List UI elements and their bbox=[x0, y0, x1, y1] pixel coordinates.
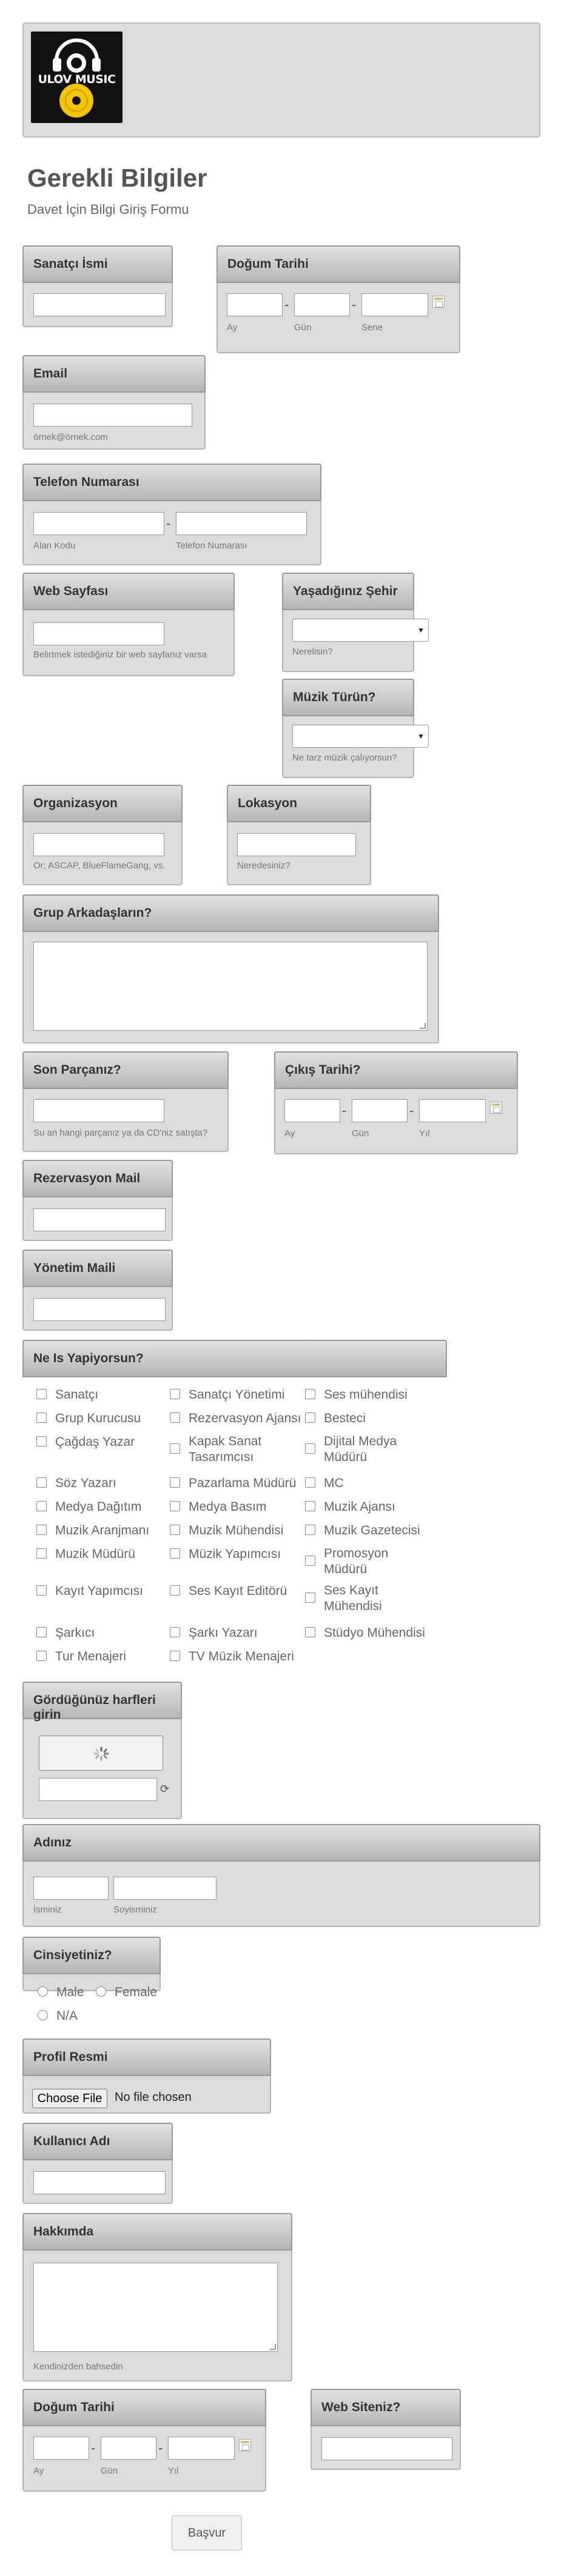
radio-button[interactable] bbox=[96, 1986, 106, 1997]
release-year-sub: Yıl bbox=[419, 1128, 430, 1139]
checkbox-label: Müzik Yapımcısı bbox=[189, 1547, 281, 1561]
artist-name-label: Sanatçı İsmi bbox=[22, 245, 173, 283]
checkbox[interactable] bbox=[170, 1477, 180, 1488]
birth-date-card bbox=[217, 245, 460, 353]
release-day-input[interactable] bbox=[352, 1099, 408, 1122]
checkbox-label: Muzik Mühendisi bbox=[189, 1523, 284, 1537]
page-title: Gerekli Bilgiler bbox=[27, 164, 207, 192]
phone-number-sub: Telefon Numarası bbox=[176, 541, 247, 551]
birth-date2-label: Doğum Tarihi bbox=[22, 2389, 266, 2426]
file-status: No file chosen bbox=[115, 2091, 192, 2104]
city-card bbox=[282, 573, 425, 672]
booking-mail-card bbox=[22, 1160, 173, 1241]
checkbox[interactable] bbox=[36, 1627, 47, 1637]
checkbox[interactable] bbox=[170, 1651, 180, 1661]
checkbox[interactable] bbox=[36, 1389, 47, 1399]
checkbox[interactable] bbox=[36, 1651, 47, 1661]
release-month-sub: Ay bbox=[284, 1128, 295, 1139]
date-separator: - bbox=[409, 1103, 414, 1118]
email-sub: örnek@örnek.com bbox=[33, 432, 108, 442]
checkbox[interactable] bbox=[170, 1585, 180, 1596]
profile-image-label: Profil Resmi bbox=[22, 2039, 271, 2076]
release-date-label: Çıkış Tarihi? bbox=[274, 1051, 518, 1089]
checkbox-label: Muzik Aranjmanı bbox=[55, 1523, 150, 1537]
about-card bbox=[22, 2213, 292, 2381]
captcha-image bbox=[39, 1736, 163, 1771]
birth-month-input[interactable] bbox=[227, 293, 283, 316]
chevron-down-icon: ▼ bbox=[417, 626, 425, 634]
profile-image-card bbox=[22, 2039, 271, 2114]
phone-card bbox=[22, 464, 321, 565]
radio-label: Male bbox=[56, 1985, 84, 1999]
captcha-input[interactable] bbox=[39, 1778, 157, 1801]
website-card bbox=[22, 573, 235, 676]
email-card bbox=[22, 355, 206, 450]
checkbox-label: Ses Kayıt Mühendisi bbox=[324, 1583, 382, 1613]
captcha-label: Gördüğünüz harfleri girin bbox=[22, 1682, 182, 1719]
first-name-input[interactable] bbox=[33, 1877, 109, 1900]
chevron-down-icon: ▼ bbox=[417, 732, 425, 741]
checkbox[interactable] bbox=[36, 1436, 47, 1446]
birth2-day-sub: Gün bbox=[101, 2466, 118, 2476]
location-card bbox=[227, 785, 371, 885]
city-select[interactable] bbox=[292, 619, 429, 642]
phone-label: Telefon Numarası bbox=[22, 464, 321, 501]
organization-label: Organizasyon bbox=[22, 785, 183, 822]
your-website-card bbox=[311, 2389, 461, 2470]
artist-name-card bbox=[22, 245, 173, 327]
checkbox-label: Kapak Sanat Tasarımcısı bbox=[189, 1434, 262, 1464]
choose-file-button[interactable]: Choose File bbox=[32, 2089, 107, 2108]
checkbox-label: Ses mühendisi bbox=[324, 1388, 408, 1402]
website-sub: Belirtmek istediğiniz bir web sayfanız varsa bbox=[33, 650, 207, 660]
checkbox-label: Sanatçı Yönetimi bbox=[189, 1388, 285, 1402]
checkbox-label: Çağdaş Yazar bbox=[55, 1435, 135, 1449]
username-label: Kullanıcı Adı bbox=[22, 2123, 173, 2160]
birth-day-input[interactable] bbox=[294, 293, 350, 316]
checkbox-label: Medya Basım bbox=[189, 1500, 267, 1514]
release-date-card bbox=[274, 1051, 518, 1154]
checkbox-label: Pazarlama Müdürü bbox=[189, 1476, 297, 1490]
release-day-sub: Gün bbox=[352, 1128, 369, 1139]
radio-label: Female bbox=[115, 1985, 158, 1999]
band-members-label: Grup Arkadaşların? bbox=[22, 894, 439, 932]
date-separator: - bbox=[91, 2440, 96, 2455]
last-track-sub: Su an hangi parçanız ya da CD'niz satışta? bbox=[33, 1128, 208, 1138]
birth-year-sub: Sene bbox=[361, 322, 383, 333]
checkbox[interactable] bbox=[305, 1389, 315, 1399]
last-track-card bbox=[22, 1051, 229, 1152]
checkbox[interactable] bbox=[36, 1548, 47, 1559]
page-subtitle: Davet İçin Bilgi Giriş Formu bbox=[27, 202, 189, 217]
booking-mail-label: Rezervasyon Mail bbox=[22, 1160, 173, 1197]
genre-select[interactable] bbox=[292, 725, 429, 748]
checkbox-label: Rezervasyon Ajansı bbox=[189, 1411, 301, 1425]
about-textarea[interactable] bbox=[33, 2263, 278, 2352]
checkbox[interactable] bbox=[170, 1443, 180, 1454]
city-label: Yaşadığınız Şehir bbox=[282, 573, 414, 610]
location-label: Lokasyon bbox=[227, 785, 371, 822]
checkbox[interactable] bbox=[305, 1477, 315, 1488]
checkbox-label: Söz Yazarı bbox=[55, 1476, 116, 1490]
birth-month-sub: Ay bbox=[227, 322, 238, 333]
band-members-textarea[interactable] bbox=[33, 942, 428, 1031]
checkbox[interactable] bbox=[170, 1525, 180, 1535]
release-month-input[interactable] bbox=[284, 1099, 340, 1122]
checkbox[interactable] bbox=[170, 1501, 180, 1511]
checkbox-label: Tur Menajeri bbox=[55, 1649, 127, 1663]
your-website-input[interactable] bbox=[321, 2437, 452, 2460]
website-label: Web Sayfası bbox=[22, 573, 235, 610]
checkbox[interactable] bbox=[305, 1525, 315, 1535]
gender-card bbox=[22, 1937, 161, 1991]
occupation-card bbox=[22, 1340, 447, 1377]
email-input[interactable] bbox=[33, 404, 192, 427]
about-sub: Kendinizden bahsedin bbox=[33, 2361, 123, 2372]
phone-number-input[interactable] bbox=[176, 512, 307, 535]
email-label: Email bbox=[22, 355, 206, 393]
checkbox[interactable] bbox=[170, 1627, 180, 1637]
birth2-year-input[interactable] bbox=[168, 2437, 235, 2460]
date-separator: - bbox=[284, 297, 289, 312]
checkbox-label: Dijital Medya Müdürü bbox=[324, 1434, 397, 1464]
checkbox-label: MC bbox=[324, 1476, 344, 1490]
organization-sub: Or; ASCAP, BlueFlameGang, vs. bbox=[33, 860, 166, 871]
gender-label: Cinsiyetiniz? bbox=[22, 1937, 161, 1974]
checkbox[interactable] bbox=[305, 1556, 315, 1566]
checkbox-label: Sanatçı bbox=[55, 1388, 99, 1402]
captcha-card bbox=[22, 1682, 182, 1819]
organization-card bbox=[22, 785, 183, 885]
username-card bbox=[22, 2123, 173, 2204]
checkbox-label: Ses Kayıt Editörü bbox=[189, 1584, 287, 1598]
birth-date-label: Doğum Tarihi bbox=[217, 245, 460, 283]
checkbox-label: Medya Dağıtım bbox=[55, 1500, 142, 1514]
calendar-icon[interactable] bbox=[432, 296, 445, 308]
date-separator: - bbox=[342, 1103, 347, 1118]
name-label: Adınız bbox=[22, 1824, 540, 1862]
checkbox[interactable] bbox=[170, 1413, 180, 1423]
checkbox[interactable] bbox=[36, 1477, 47, 1488]
checkbox[interactable] bbox=[36, 1413, 47, 1423]
birth2-month-input[interactable] bbox=[33, 2437, 89, 2460]
checkbox[interactable] bbox=[170, 1548, 180, 1559]
management-mail-input[interactable] bbox=[33, 1298, 166, 1321]
submit-button[interactable]: Başvur bbox=[172, 2515, 242, 2551]
checkbox[interactable] bbox=[305, 1593, 315, 1603]
phone-separator: - bbox=[166, 516, 171, 531]
radio-button[interactable] bbox=[38, 2010, 48, 2020]
name-card bbox=[22, 1824, 540, 1927]
checkbox-label: TV Müzik Menajeri bbox=[189, 1649, 294, 1663]
username-input[interactable] bbox=[33, 2171, 166, 2194]
loading-spinner-icon bbox=[39, 1736, 164, 1771]
date-separator: - bbox=[158, 2440, 163, 2455]
occupation-label: Ne Is Yapiyorsun? bbox=[22, 1340, 447, 1377]
last-name-sub: Soyisminiz bbox=[113, 1905, 157, 1915]
last-track-input[interactable] bbox=[33, 1099, 164, 1122]
checkbox[interactable] bbox=[36, 1585, 47, 1596]
checkbox-label: Şarkıcı bbox=[55, 1626, 95, 1640]
logo-text: ULOV MUSIC bbox=[38, 73, 116, 86]
location-sub: Neredesiniz? bbox=[237, 860, 290, 871]
calendar-icon[interactable] bbox=[490, 1102, 502, 1114]
phone-area-input[interactable] bbox=[33, 512, 164, 535]
checkbox[interactable] bbox=[305, 1501, 315, 1511]
management-mail-card bbox=[22, 1250, 173, 1331]
birth2-day-input[interactable] bbox=[101, 2437, 156, 2460]
checkbox-label: Muzik Müdürü bbox=[55, 1547, 135, 1561]
first-name-sub: İsminiz bbox=[33, 1905, 62, 1915]
birth2-month-sub: Ay bbox=[33, 2466, 44, 2476]
checkbox-label: Besteci bbox=[324, 1411, 366, 1425]
radio-button[interactable] bbox=[38, 1986, 48, 1997]
resize-handle[interactable] bbox=[270, 2344, 276, 2350]
website-input[interactable] bbox=[33, 622, 164, 645]
checkbox[interactable] bbox=[305, 1443, 315, 1454]
resize-handle[interactable] bbox=[420, 1023, 426, 1029]
genre-sub: Ne tarz müzik çalıyorsun? bbox=[292, 753, 397, 763]
checkbox-label: Promosyon Müdürü bbox=[324, 1546, 389, 1576]
checkbox-label: Şarkı Yazarı bbox=[189, 1626, 258, 1640]
organization-input[interactable] bbox=[33, 833, 164, 856]
about-label: Hakkımda bbox=[22, 2213, 292, 2251]
checkbox-label: Grup Kurucusu bbox=[55, 1411, 141, 1425]
checkbox-label: Kayıt Yapımcısı bbox=[55, 1584, 144, 1598]
birth2-year-sub: Yıl bbox=[168, 2466, 179, 2476]
last-name-input[interactable] bbox=[113, 1877, 217, 1900]
refresh-icon[interactable]: ⟳ bbox=[160, 1783, 170, 1795]
calendar-icon[interactable] bbox=[239, 2439, 251, 2451]
genre-card bbox=[282, 679, 425, 778]
booking-mail-input[interactable] bbox=[33, 1208, 166, 1231]
last-track-label: Son Parçanız? bbox=[22, 1051, 229, 1089]
date-separator: - bbox=[352, 297, 357, 312]
checkbox[interactable] bbox=[36, 1501, 47, 1511]
city-sub: Nerelisin? bbox=[292, 647, 333, 657]
form-header bbox=[22, 22, 540, 138]
birth-date2-card bbox=[22, 2389, 266, 2492]
checkbox[interactable] bbox=[170, 1389, 180, 1399]
management-mail-label: Yönetim Maili bbox=[22, 1250, 173, 1287]
checkbox[interactable] bbox=[305, 1627, 315, 1637]
birth-year-input[interactable] bbox=[361, 293, 428, 316]
logo bbox=[31, 32, 123, 123]
artist-name-input[interactable] bbox=[33, 293, 166, 316]
checkbox-label: Muzik Ajansı bbox=[324, 1500, 395, 1514]
checkbox-label: Stüdyo Mühendisi bbox=[324, 1626, 425, 1640]
release-year-input[interactable] bbox=[419, 1099, 486, 1122]
your-website-label: Web Siteniz? bbox=[311, 2389, 461, 2426]
band-members-card bbox=[22, 894, 439, 1043]
radio-label: N/A bbox=[56, 2009, 78, 2023]
checkbox[interactable] bbox=[305, 1413, 315, 1423]
location-input[interactable] bbox=[237, 833, 356, 856]
phone-area-sub: Alan Kodu bbox=[33, 541, 76, 551]
checkbox[interactable] bbox=[36, 1525, 47, 1535]
genre-label: Müzik Türün? bbox=[282, 679, 414, 716]
birth-day-sub: Gün bbox=[294, 322, 312, 333]
checkbox-label: Muzik Gazetecisi bbox=[324, 1523, 420, 1537]
